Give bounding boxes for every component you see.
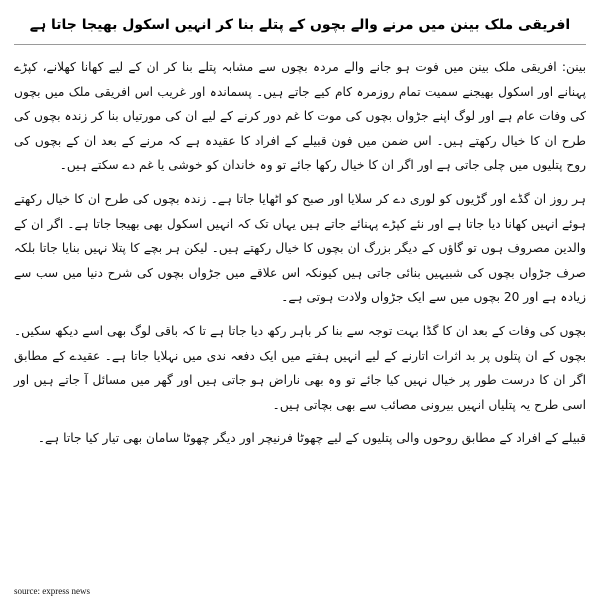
article-paragraph-4: قبیلے کے افراد کے مطابق روحوں والی پتلیوں کے لیے چھوٹا فرنیچر اور دیگر چھوٹا سامان بھی تیار کیا جاتا ہے۔: [37, 431, 586, 446]
source-credit: source: express news: [14, 586, 90, 596]
article-paragraph-2: ہر روز ان گڈے اور گڑیوں کو لوری دے کر سلایا اور صبح کو اٹھایا جاتا ہے۔ زندہ بچوں کی طرح ان کا خیال رکھتے ہوئے انہیں کھانا دیا جاتا ہے اور نئے کپڑے پہنائے جاتے ہیں یہاں تک کہ انہیں اسکول بھی بھیجا جاتا ہے۔ اگر ان کے والدین مصروف ہوں تو گاؤں کے دیگر بزرگ ان بچوں کا خیال رکھتے ہیں۔ لیکن ہر بچے کا پتلا نہیں بنایا جاتا بلکہ صرف جڑواں بچوں کی شبیہیں بنائی جاتی ہیں کیونکہ اس علاقے میں جڑواں بچوں کی شرح دنیا میں سب سے زیادہ ہے اور 20 بچوں میں سے ایک جڑواں ولادت ہوتی ہے۔: [14, 191, 586, 305]
title-divider: [14, 44, 586, 45]
article-paragraph-1: بینن: افریقی ملک بینن میں فوت ہو جانے والے مردہ بچوں سے مشابہ پتلے بنا کر ان کے لیے کھانا کھلانے، کپڑے پہنانے اور اسکول بھیجنے سمیت تمام روزمرہ کام کیے جاتے ہیں۔ پسماندہ اور غریب اس افریقی ملک میں بچوں کی وفات عام ہے اور لوگ اپنے جڑواں بچوں کی موت کا غم دور کرنے کے لیے ان کی مورتیاں بنا کر زندہ بچوں کی طرح ان کا خیال رکھتے ہیں۔ اس ضمن میں فون قبیلے کے افراد کا عقیدہ ہے کہ مرنے کے بعد ان کے بچوں کی روح پتلیوں میں چلی جاتی ہے اور اگر ان کا خیال رکھا جائے تو وہ خاندان کو خوشی یا غم دے سکتے ہیں۔: [14, 60, 586, 173]
article-paragraph-3: بچوں کی وفات کے بعد ان کا گڈا بہت توجہ سے بنا کر باہر رکھ دیا جاتا ہے تا کہ باقی لوگ بھی اسے دیکھ سکیں۔ بچوں کے ان پتلوں پر بد اثرات اتارنے کے لیے انہیں ہفتے میں ایک دفعہ ندی میں نہلایا جاتا ہے۔ عقیدے کے مطابق اگر ان کا درست طور پر خیال نہیں کیا جائے تو وہ بھی ناراض ہو جاتی ہیں اور گھر میں مسائل آ جاتے ہیں اور اسی طرح یہ پتلیاں انہیں بیرونی مصائب سے بھی بچاتی ہیں۔: [14, 323, 586, 412]
article-title: افریقی ملک بینن میں مرنے والے بچوں کے پتلے بنا کر انہیں اسکول بھیجا جاتا ہے: [29, 17, 571, 33]
